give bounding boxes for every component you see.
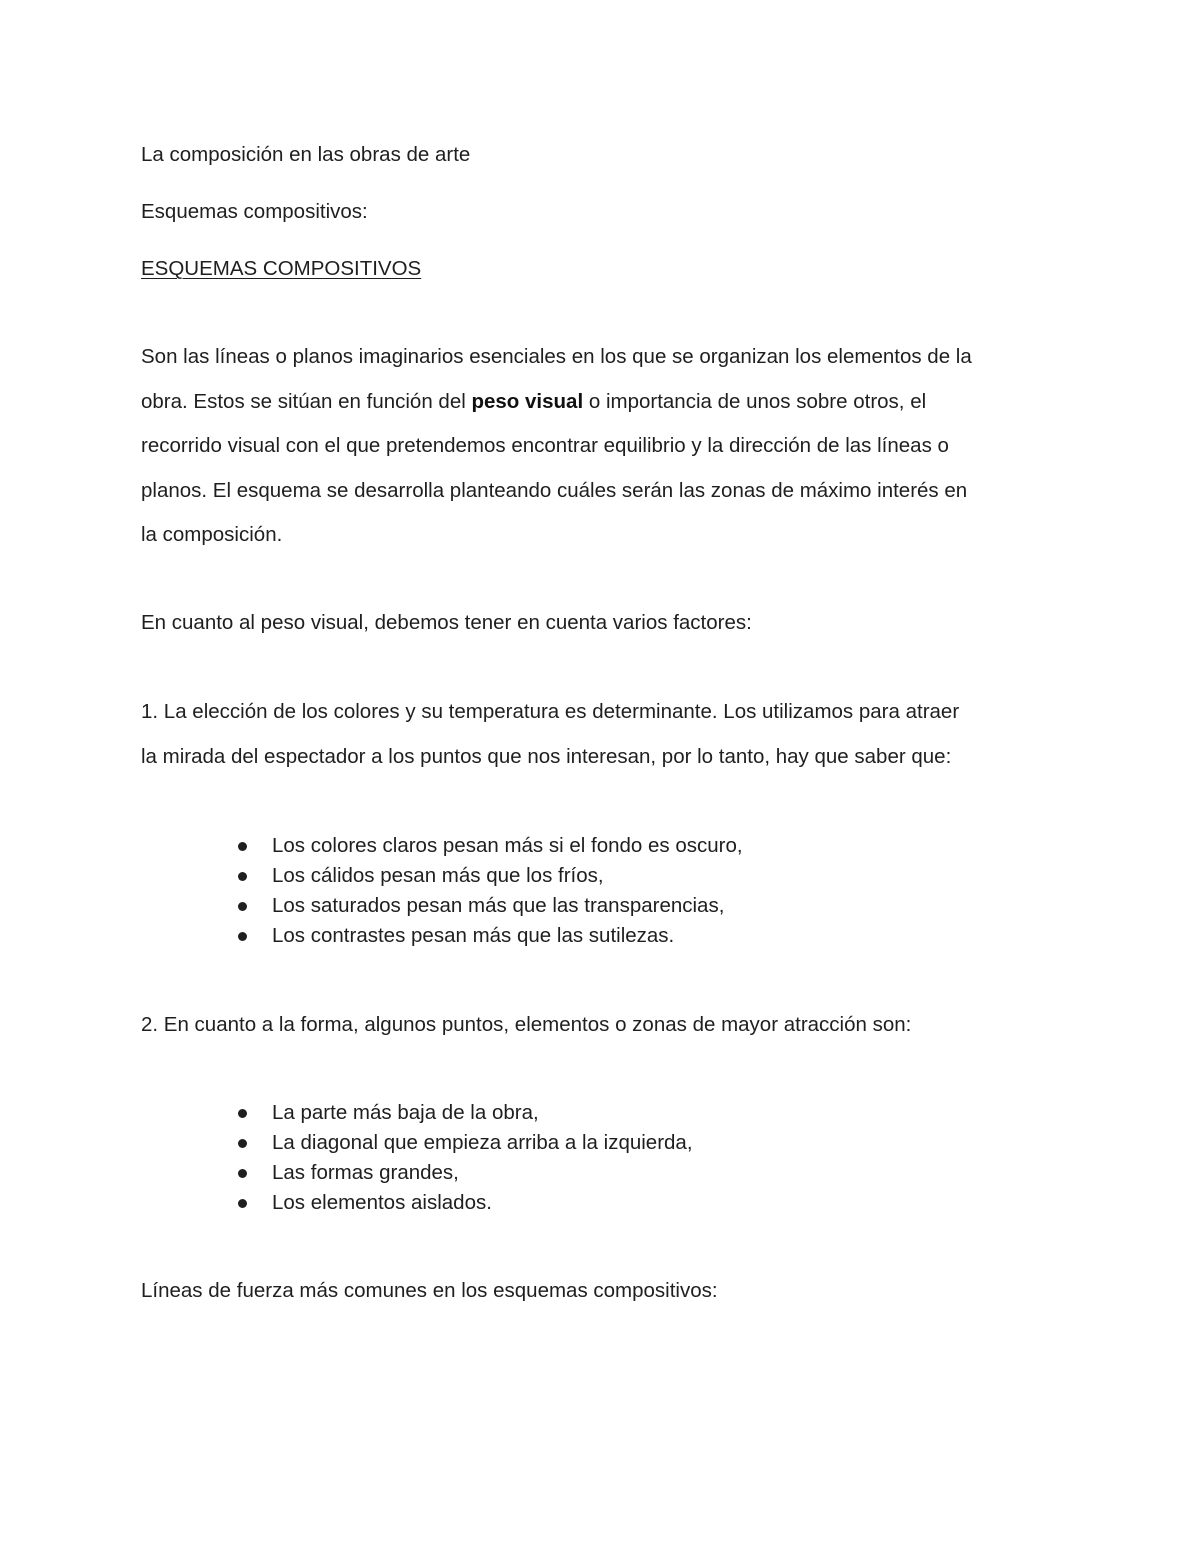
list-item-text: Los elementos aislados. [272, 1191, 492, 1214]
document-subtitle: Esquemas compositivos: [141, 200, 368, 223]
list-item [236, 1128, 693, 1158]
list-item [236, 1158, 693, 1188]
paragraph-line: Son las líneas o planos imaginarios esenciales en los que se organizan los elementos de la [141, 345, 972, 368]
list-item [236, 1188, 693, 1218]
list-item-text: Las formas grandes, [272, 1161, 459, 1184]
factors-intro [141, 601, 1066, 646]
paragraph-line: la mirada del espectador a los puntos que nos interesan, por lo tanto, hay que saber que: [141, 744, 952, 768]
list-item [236, 1098, 693, 1128]
color-bullet-list [236, 831, 743, 951]
paragraph-line: planos. El esquema se desarrolla planteando cuáles serán las zonas de máximo interés en [141, 478, 968, 502]
bullet-icon [238, 932, 247, 941]
intro-paragraph [141, 335, 1066, 558]
form-bullet-list [236, 1098, 693, 1218]
list-item-text: Los colores claros pesan más si el fondo es oscuro, [272, 834, 743, 857]
paragraph-line: Líneas de fuerza más comunes en los esquemas compositivos: [141, 1279, 718, 1302]
list-item [236, 861, 743, 891]
bold-term: peso visual [471, 389, 584, 413]
list-item-text: La diagonal que empieza arriba a la izquierda, [272, 1131, 693, 1154]
bullet-icon [238, 1169, 247, 1178]
point-2-paragraph [141, 1003, 1066, 1048]
paragraph-text: o importancia de unos sobre otros, el [583, 389, 927, 413]
list-item-text: La parte más baja de la obra, [272, 1101, 539, 1124]
paragraph-line: recorrido visual con el que pretendemos encontrar equilibrio y la dirección de las líneas o [141, 434, 949, 457]
bullet-icon [238, 1199, 247, 1208]
list-item-text: Los contrastes pesan más que las sutilezas. [272, 924, 675, 947]
paragraph-text: obra. Estos se sitúan en función del [141, 389, 472, 413]
paragraph-line [141, 380, 1066, 425]
list-item [236, 831, 743, 861]
list-item-text: Los saturados pesan más que las transparencias, [272, 894, 725, 917]
section-heading: ESQUEMAS COMPOSITIVOS [141, 257, 422, 280]
list-item [236, 891, 743, 921]
paragraph-line: En cuanto al peso visual, debemos tener en cuenta varios factores: [141, 611, 752, 634]
paragraph-line: 2. En cuanto a la forma, algunos puntos, elementos o zonas de mayor atracción son: [141, 1013, 912, 1036]
closing-paragraph [141, 1269, 1066, 1314]
bullet-icon [238, 872, 247, 881]
document-title: La composición en las obras de arte [141, 143, 471, 166]
bullet-icon [238, 1109, 247, 1118]
list-item-text: Los cálidos pesan más que los fríos, [272, 864, 604, 887]
paragraph-line: 1. La elección de los colores y su temperatura es determinante. Los utilizamos para atraer [141, 700, 960, 723]
list-item [236, 921, 743, 951]
bullet-icon [238, 1139, 247, 1148]
bullet-icon [238, 842, 247, 851]
bullet-icon [238, 902, 247, 911]
paragraph-line: la composición. [141, 523, 283, 546]
point-1-paragraph [141, 690, 1066, 779]
